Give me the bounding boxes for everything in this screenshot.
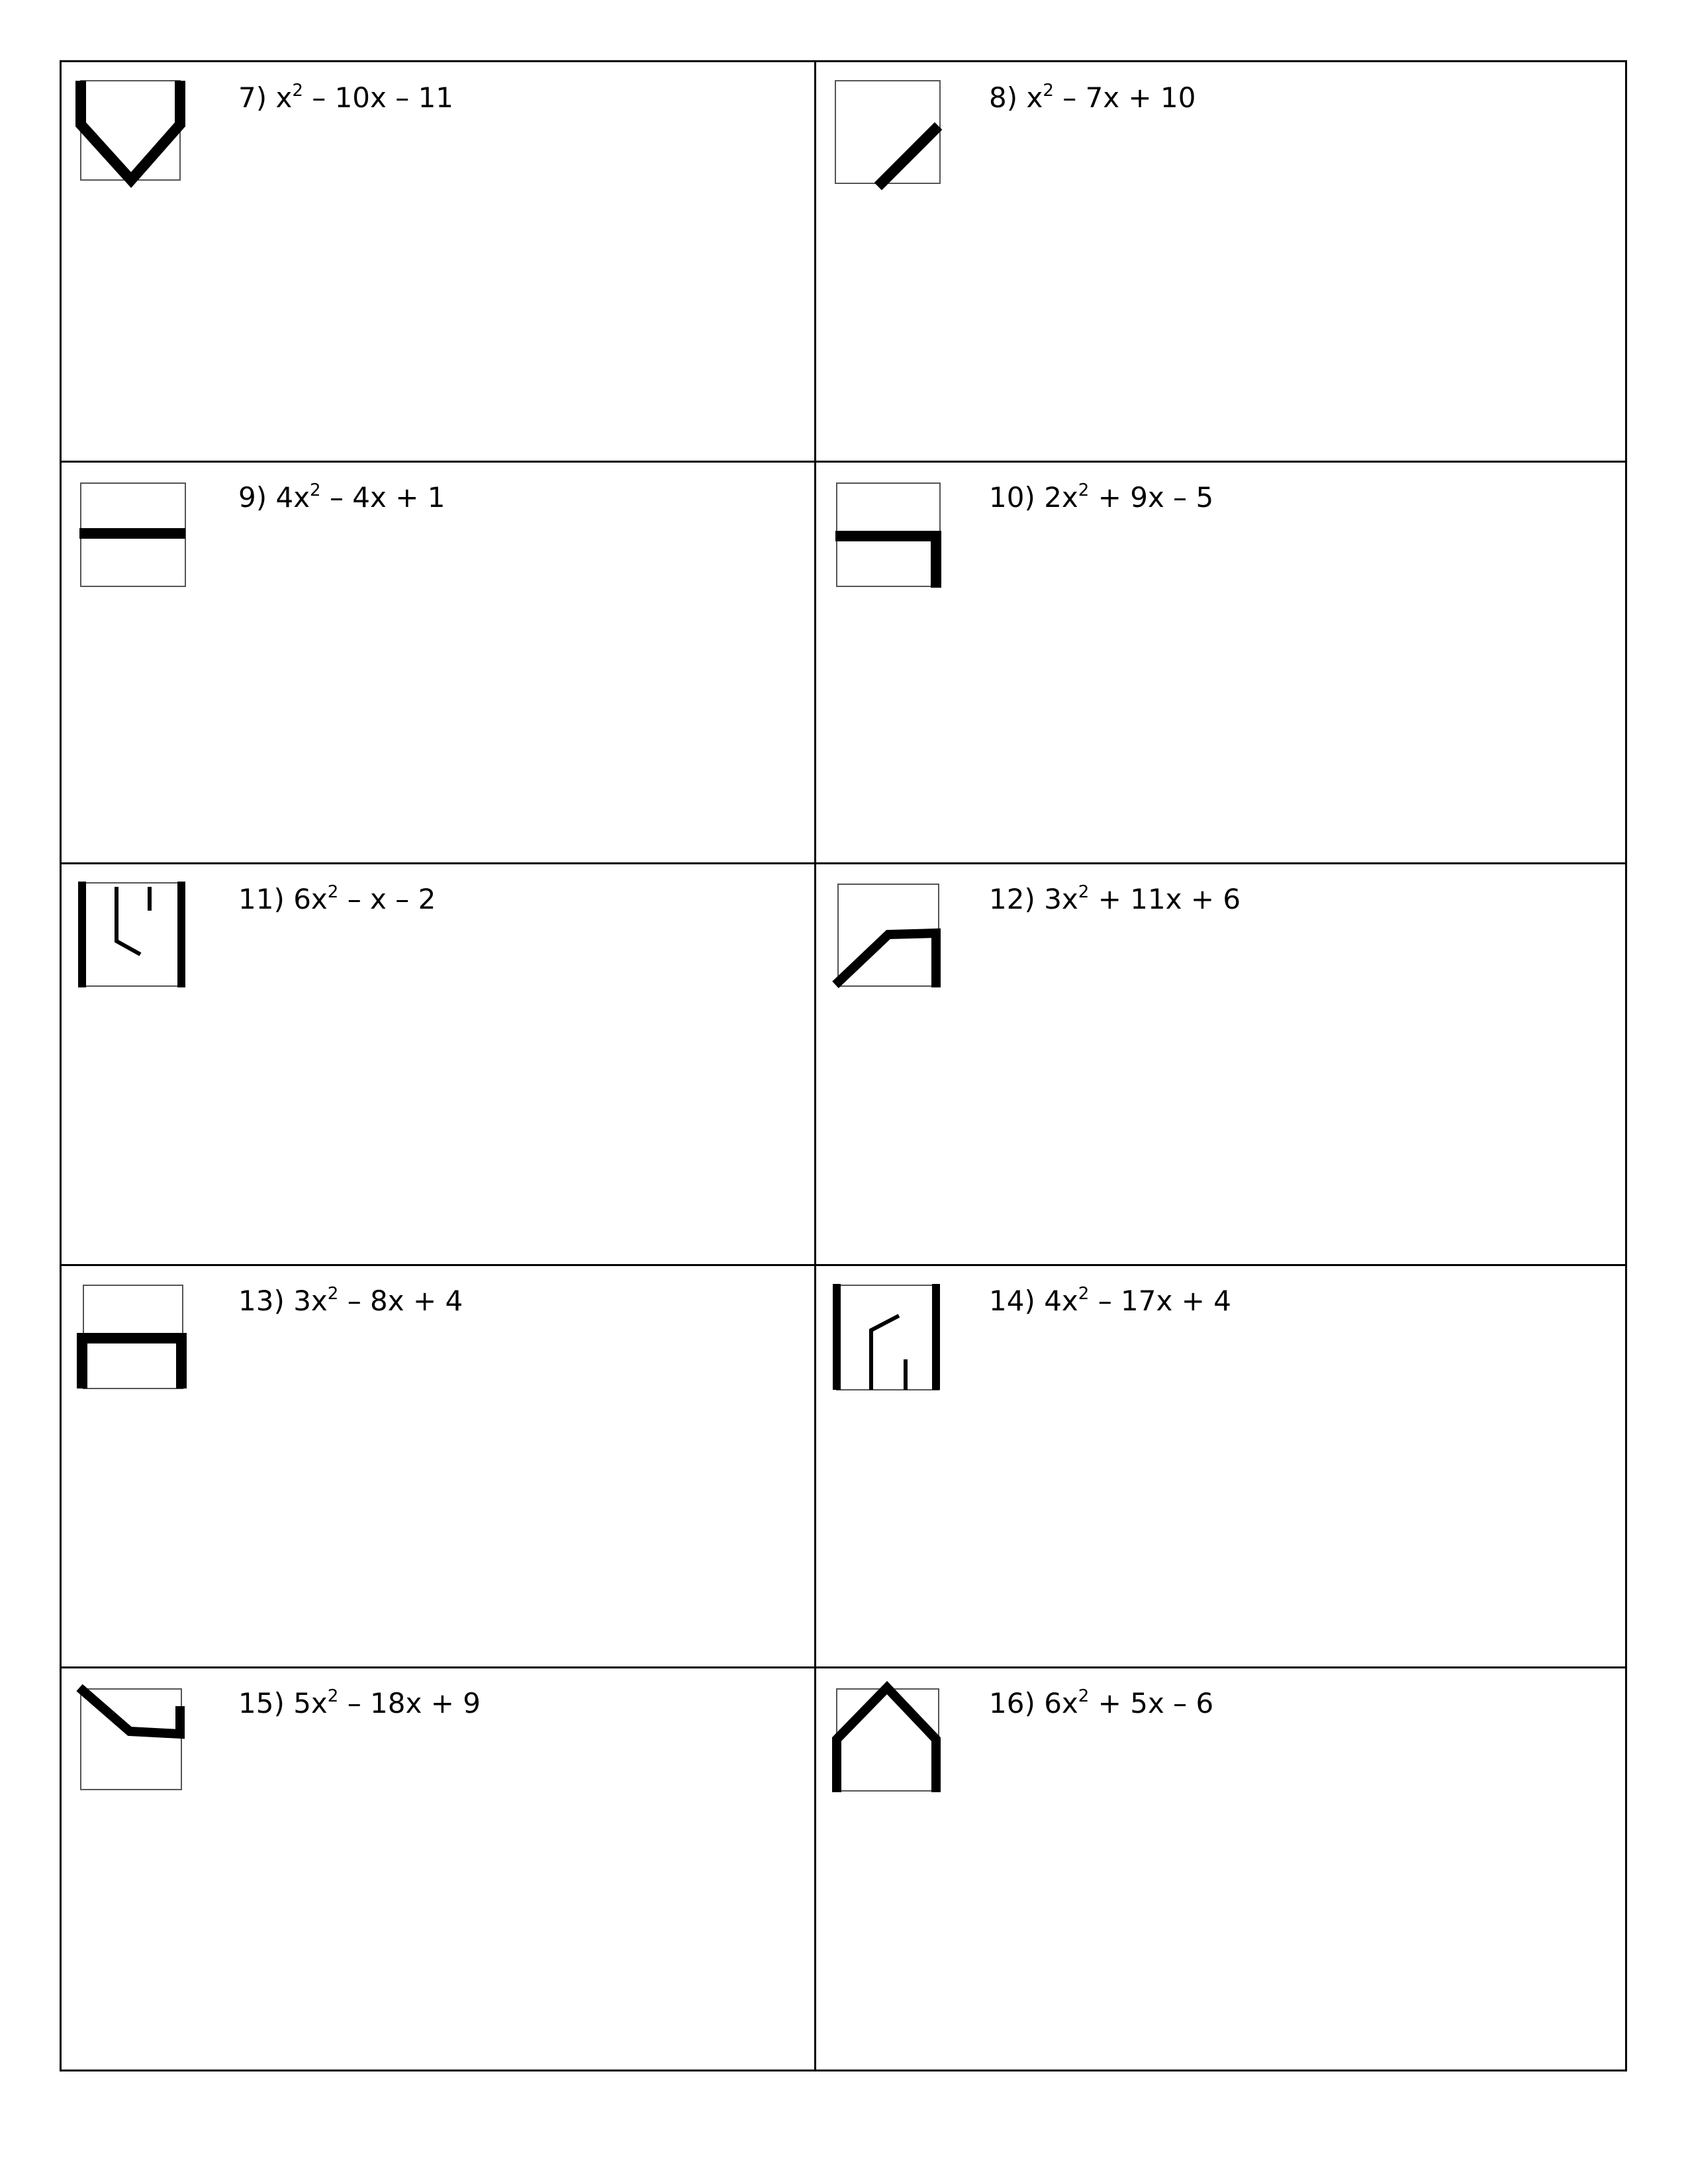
row-divider [60,461,1627,463]
problem-12: 12) $3x^2 + 11x + 6$ [989,882,1241,915]
row-divider [60,1666,1627,1668]
puzzle-piece-13-icon [73,1277,185,1390]
puzzle-piece-7-icon [73,73,185,185]
puzzle-piece-8-icon [827,73,940,185]
problem-16: 16) $6x^2 + 5x - 6$ [989,1686,1214,1719]
problem-9: 9) $4x^2 - 4x + 1$ [238,480,445,514]
puzzle-piece-9-icon [73,475,185,588]
puzzle-piece-14-icon [827,1277,940,1390]
puzzle-piece-12-icon [827,875,940,987]
puzzle-piece-16-icon [827,1680,940,1792]
problem-14: 14) $4x^2 - 17x + 4$ [989,1284,1231,1317]
problem-8: 8) $x^2 - 7x + 10$ [989,81,1196,114]
puzzle-piece-10-icon [827,475,940,588]
problem-13: 13) $3x^2 - 8x + 4$ [238,1284,463,1317]
row-divider [60,862,1627,864]
problem-11: 11) $6x^2$ – x – 2 [238,882,436,915]
row-divider [60,1264,1627,1266]
puzzle-piece-15-icon [73,1680,185,1792]
problem-10: 10) $2x^2 + 9x - 5$ [989,480,1214,514]
problem-7: 7) $x^2 - 10x - 11$ [238,81,454,114]
column-divider [814,60,816,2071]
problem-15: 15) $5x^2 - 18x + 9$ [238,1686,481,1719]
puzzle-piece-11-icon [73,875,185,987]
